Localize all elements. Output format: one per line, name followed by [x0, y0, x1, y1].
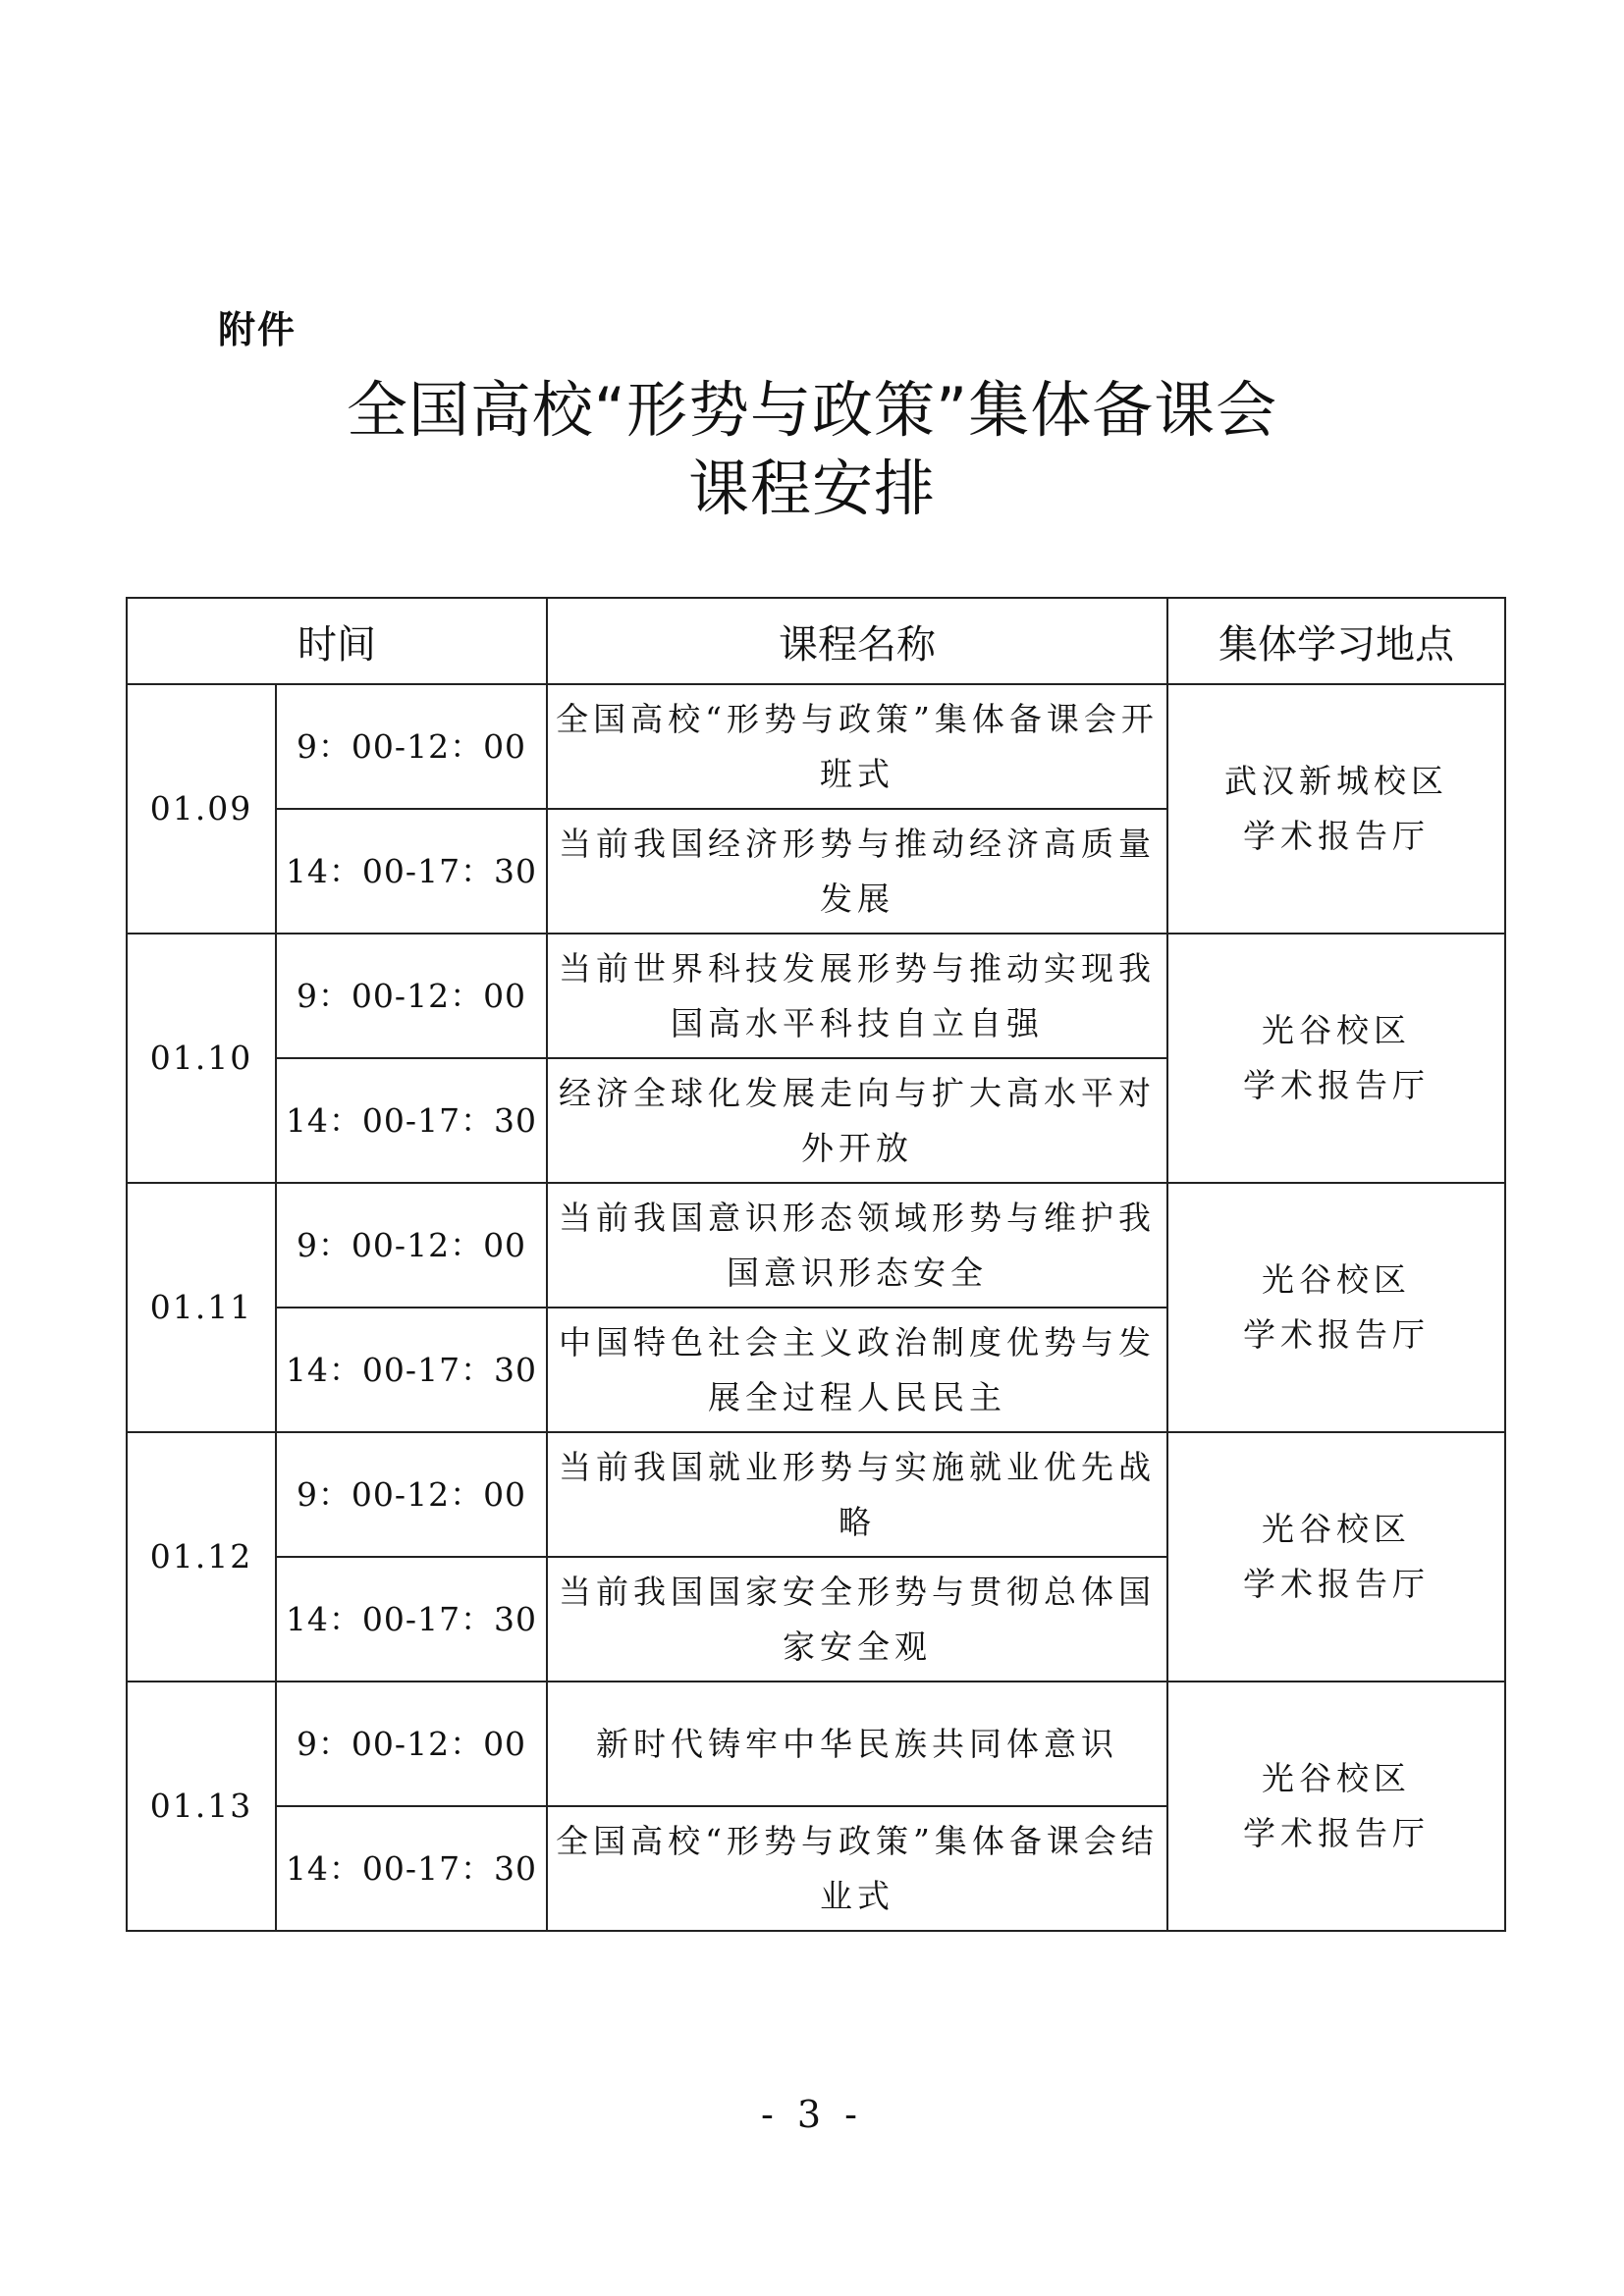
course-name: 当前我国就业形势与实施就业优先战略 [559, 1447, 1156, 1541]
course-cell [547, 1308, 1167, 1432]
course-name: 当前我国经济形势与推动经济高质量发展 [559, 824, 1156, 918]
course-name: 新时代铸牢中华民族共同体意识 [596, 1724, 1118, 1763]
time-cell: 14：00-17：30 [276, 1058, 547, 1183]
time-cell: 9：00-12：00 [276, 934, 547, 1058]
header-time: 时间 [127, 598, 547, 684]
location-hall: 学术报告厅 [1243, 817, 1430, 855]
table-row [127, 684, 1505, 809]
course-cell [547, 809, 1167, 934]
schedule-table [126, 597, 1506, 1932]
date-cell: 01.13 [127, 1682, 276, 1931]
location-campus: 光谷校区 [1262, 1759, 1411, 1797]
location-campus: 光谷校区 [1262, 1510, 1411, 1548]
course-name: 中国特色社会主义政治制度优势与发展全过程人民民主 [559, 1322, 1156, 1416]
time-cell: 14：00-17：30 [276, 809, 547, 934]
course-cell [547, 1432, 1167, 1557]
location-campus: 武汉新城校区 [1224, 762, 1448, 800]
location-hall: 学术报告厅 [1243, 1814, 1430, 1852]
course-name: 当前我国意识形态领域形势与维护我国意识形态安全 [559, 1198, 1156, 1292]
location-cell [1167, 1682, 1505, 1931]
time-cell: 9：00-12：00 [276, 1682, 547, 1806]
location-cell [1167, 1432, 1505, 1682]
table-row [127, 934, 1505, 1058]
table-row [127, 1682, 1505, 1806]
course-name: 经济全球化发展走向与扩大高水平对外开放 [559, 1073, 1156, 1167]
location-cell [1167, 684, 1505, 934]
course-cell [547, 1806, 1167, 1931]
date-cell: 01.10 [127, 934, 276, 1183]
time-cell: 9：00-12：00 [276, 684, 547, 809]
course-cell [547, 934, 1167, 1058]
location-hall: 学术报告厅 [1243, 1066, 1430, 1104]
location-hall: 学术报告厅 [1243, 1315, 1430, 1354]
course-cell [547, 684, 1167, 809]
header-course: 课程名称 [547, 598, 1167, 684]
time-cell: 14：00-17：30 [276, 1806, 547, 1931]
table-row [127, 1432, 1505, 1557]
course-cell [547, 1682, 1167, 1806]
course-name: 当前世界科技发展形势与推动实现我国高水平科技自立自强 [559, 948, 1156, 1042]
course-cell [547, 1183, 1167, 1308]
course-cell [547, 1058, 1167, 1183]
time-cell: 9：00-12：00 [276, 1432, 547, 1557]
location-campus: 光谷校区 [1262, 1011, 1411, 1049]
date-cell: 01.11 [127, 1183, 276, 1432]
location-hall: 学术报告厅 [1243, 1565, 1430, 1603]
date-cell: 01.09 [127, 684, 276, 934]
course-name: 当前我国国家安全形势与贯彻总体国家安全观 [559, 1572, 1156, 1666]
time-cell: 14：00-17：30 [276, 1308, 547, 1432]
course-name: 全国高校“形势与政策”集体备课会开班式 [556, 699, 1159, 793]
attachment-label: 附件 [218, 308, 298, 351]
table-header-row [127, 598, 1505, 684]
location-campus: 光谷校区 [1262, 1260, 1411, 1299]
course-cell [547, 1557, 1167, 1682]
location-cell [1167, 1183, 1505, 1432]
table-row [127, 1183, 1505, 1308]
time-cell: 9：00-12：00 [276, 1183, 547, 1308]
time-cell: 14：00-17：30 [276, 1557, 547, 1682]
location-cell [1167, 934, 1505, 1183]
header-location: 集体学习地点 [1167, 598, 1505, 684]
document-subtitle: 课程安排 [687, 453, 936, 524]
document-title: 全国高校“形势与政策”集体备课会 [346, 374, 1278, 446]
course-name: 全国高校“形势与政策”集体备课会结业式 [556, 1821, 1159, 1915]
date-cell: 01.12 [127, 1432, 276, 1682]
page-number: - 3 - [760, 2093, 863, 2136]
